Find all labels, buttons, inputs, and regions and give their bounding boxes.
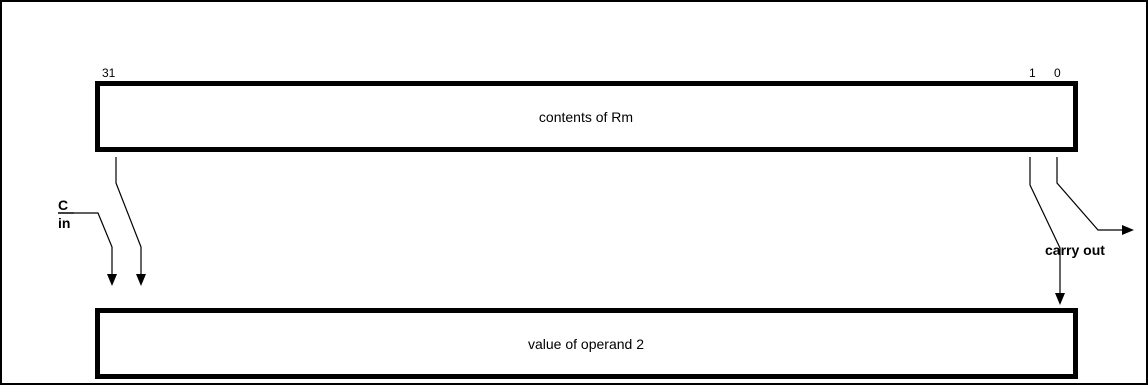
carry-in-label-in: in bbox=[58, 215, 71, 231]
register-rm-label: contents of Rm bbox=[538, 109, 634, 125]
shift-left-wire bbox=[116, 157, 141, 275]
carry-out-arrowhead bbox=[1122, 225, 1134, 235]
carry-in-arrowhead bbox=[107, 274, 117, 286]
carry-in-label-c: C bbox=[58, 197, 69, 213]
carry-in-wire bbox=[74, 213, 112, 275]
carry-out-wire bbox=[1057, 157, 1123, 230]
bit-31-label: 31 bbox=[102, 66, 116, 80]
shift-right-wire bbox=[1030, 157, 1060, 294]
bit-0-label: 0 bbox=[1054, 66, 1061, 80]
shift-right-arrowhead bbox=[1055, 293, 1065, 305]
shift-left-arrowhead bbox=[136, 274, 146, 286]
carry-out-label: carry out bbox=[1045, 242, 1105, 258]
bit-1-label: 1 bbox=[1029, 66, 1036, 80]
operand-2-label: value of operand 2 bbox=[528, 336, 644, 352]
